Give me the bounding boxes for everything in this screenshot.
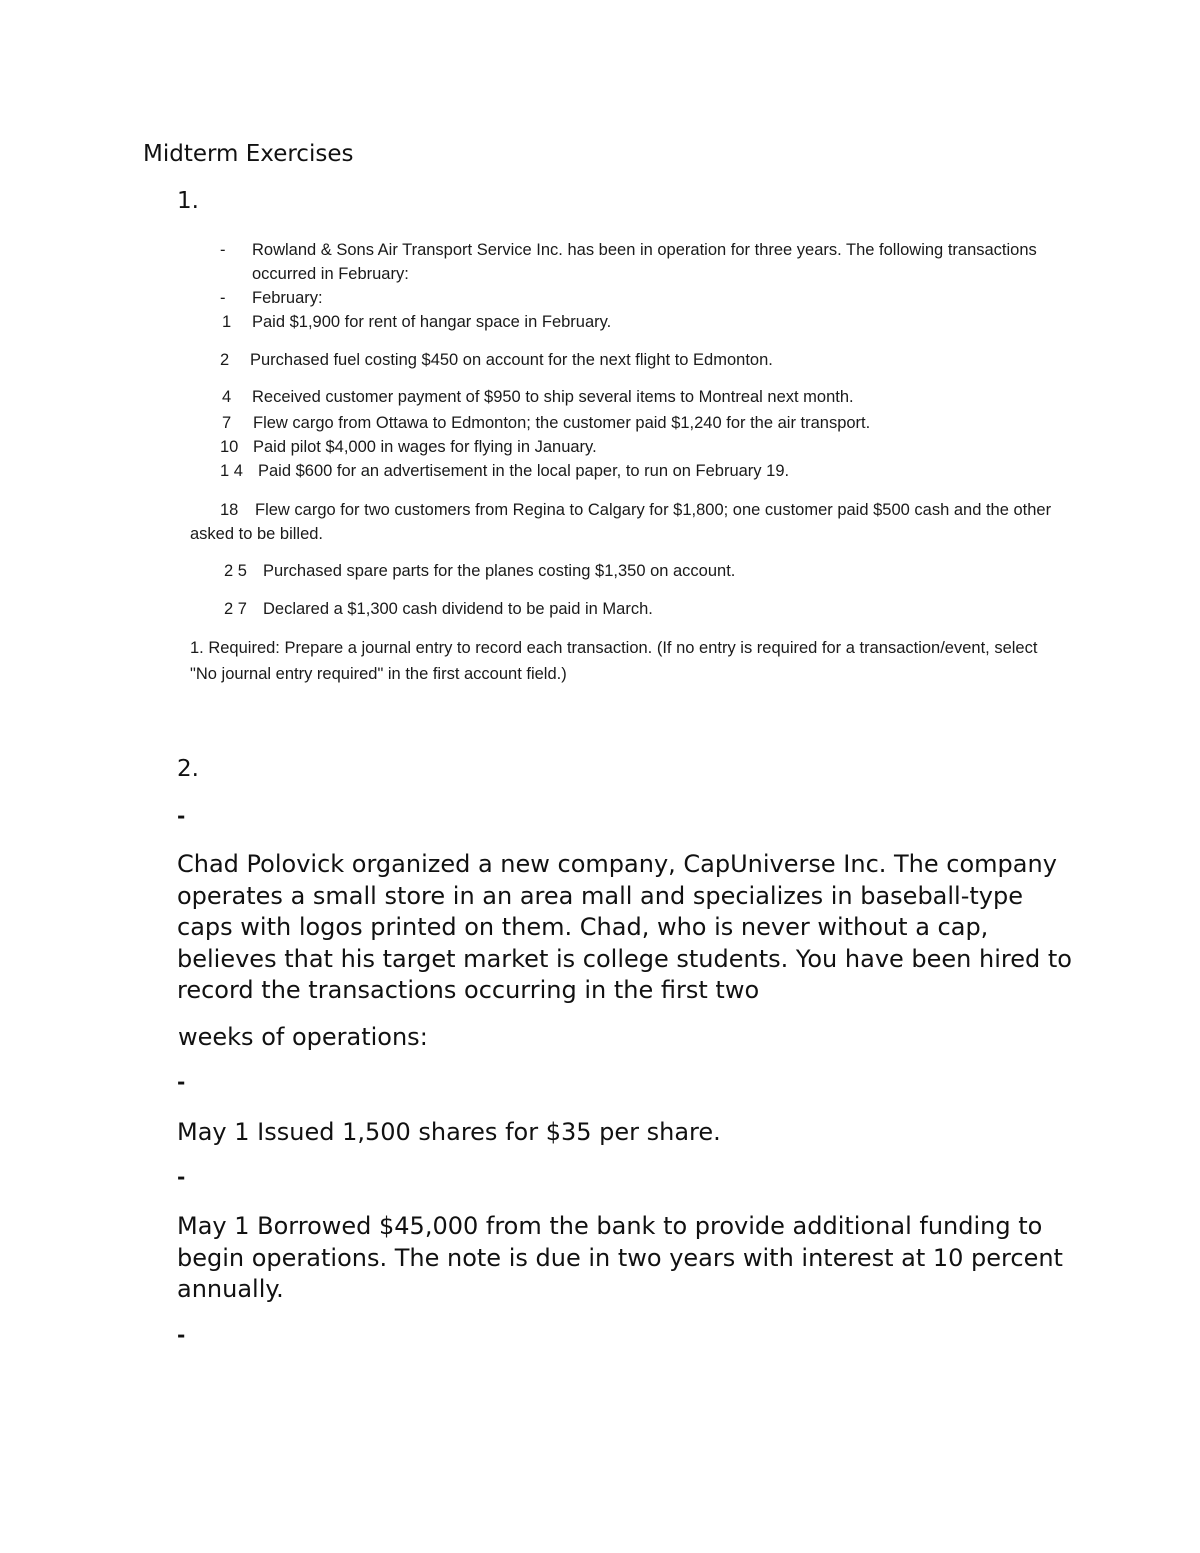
bullet-dash: - xyxy=(220,289,226,307)
exercise-2-intro-tail: weeks of operations: xyxy=(178,1023,428,1051)
transaction-day: 1 xyxy=(222,313,232,331)
exercise-2-intro xyxy=(177,849,1072,1007)
transaction-text-continuation: asked to be billed. xyxy=(190,525,324,543)
bullet-dash: - xyxy=(177,1070,186,1094)
exercise-1-image xyxy=(186,236,1076,696)
transaction-day: 18 xyxy=(220,501,239,519)
item-line: May 1 Issued 1,500 shares for $35 per share. xyxy=(177,1118,721,1146)
transaction-day: 10 xyxy=(220,438,239,456)
page-title: Midterm Exercises xyxy=(143,141,354,167)
transaction-text: Paid pilot $4,000 in wages for flying in January. xyxy=(253,438,597,456)
item-line: annually. xyxy=(177,1275,284,1303)
transaction-day: 2 xyxy=(220,351,230,369)
transaction-day: 7 xyxy=(222,414,232,432)
intro-line: believes that his target market is college students. You have been hired to xyxy=(177,944,1072,973)
transaction-text: Paid $1,900 for rent of hangar space in February. xyxy=(252,313,612,331)
intro-line: record the transactions occurring in the first two xyxy=(177,976,760,1004)
bullet-dash: - xyxy=(177,1165,186,1189)
required-instruction: 1. Required: Prepare a journal entry to record each transaction. (If no entry is required for a transaction/event, select xyxy=(190,639,1038,657)
exercise-2-item xyxy=(177,1211,1063,1306)
transaction-day: 2 7 xyxy=(224,600,247,618)
transaction-day: 2 5 xyxy=(224,562,247,580)
transaction-text: Purchased spare parts for the planes costing $1,350 on account. xyxy=(263,562,736,580)
bullet-dash: - xyxy=(177,804,186,828)
transaction-text: Purchased fuel costing $450 on account for the next flight to Edmonton. xyxy=(250,351,773,369)
required-instruction-continuation: "No journal entry required" in the first account field.) xyxy=(190,665,567,683)
transaction-text: Received customer payment of $950 to ship several items to Montreal next month. xyxy=(252,388,854,406)
exercise-1-intro: Rowland & Sons Air Transport Service Inc. has been in operation for three years. The following transactions occurred in February: xyxy=(252,241,1037,283)
exercise-1-number: 1. xyxy=(177,188,199,214)
intro-line: Chad Polovick organized a new company, CapUniverse Inc. The company xyxy=(177,850,1057,878)
intro-line: operates a small store in an area mall and specializes in baseball-type xyxy=(177,881,1023,910)
transaction-day: 1 4 xyxy=(220,462,243,480)
transaction-text: Flew cargo from Ottawa to Edmonton; the customer paid $1,240 for the air transport. xyxy=(253,414,871,432)
transaction-text: Paid $600 for an advertisement in the local paper, to run on February 19. xyxy=(258,462,790,480)
transaction-day: 4 xyxy=(222,388,232,406)
transaction-text: Flew cargo for two customers from Regina to Calgary for $1,800; one customer paid $500 cash and the other xyxy=(255,501,1052,519)
bullet-dash: - xyxy=(220,241,226,259)
bullet-dash: - xyxy=(177,1323,186,1347)
exercise-2-number: 2. xyxy=(177,756,199,782)
exercise-2-item xyxy=(177,1117,721,1149)
month-label: February: xyxy=(252,289,323,307)
item-line: begin operations. The note is due in two years with interest at 10 percent xyxy=(177,1243,1063,1272)
intro-line: caps with logos printed on them. Chad, who is never without a cap, xyxy=(177,913,989,941)
item-line: May 1 Borrowed $45,000 from the bank to provide additional funding to xyxy=(177,1212,1043,1240)
transaction-text: Declared a $1,300 cash dividend to be paid in March. xyxy=(263,600,653,618)
